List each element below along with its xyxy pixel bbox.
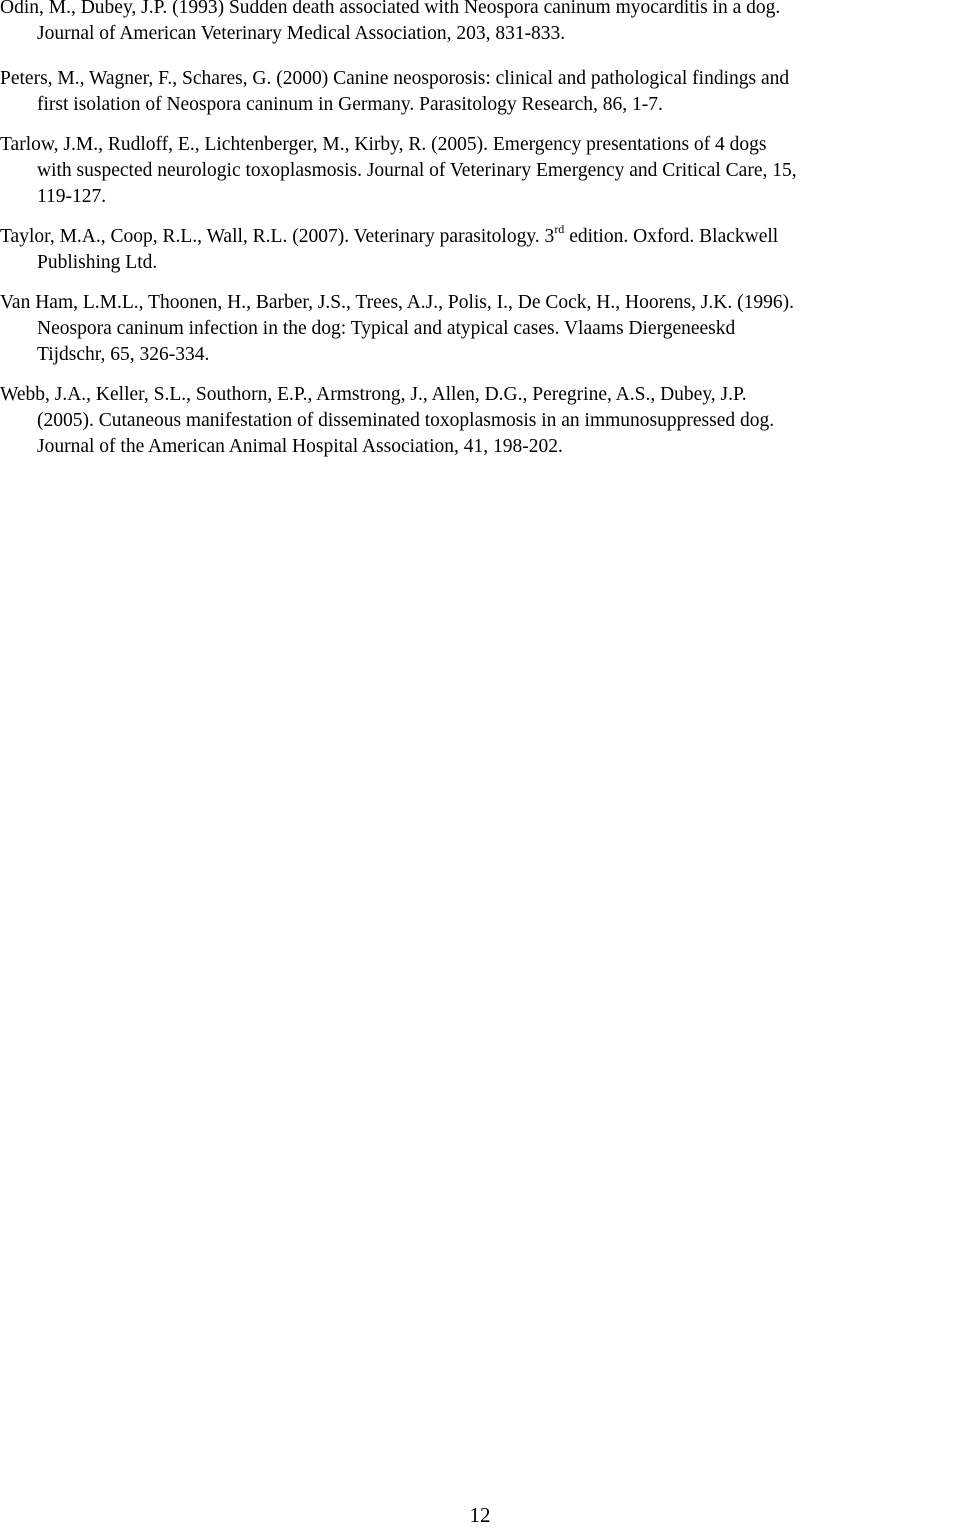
reference-line <box>0 224 955 250</box>
reference-text: Taylor, M.A., Coop, R.L., Wall, R.L. (2007). Veterinary parasitology. 3 <box>0 226 555 247</box>
ordinal-superscript: rd <box>554 222 565 236</box>
reference-line: Tarlow, J.M., Rudloff, E., Lichtenberger, M., Kirby, R. (2005). Emergency presentations of 4 dogs <box>0 134 767 155</box>
page-number: 12 <box>469 1503 491 1527</box>
reference-line: Publishing Ltd. <box>37 252 158 273</box>
reference-webb-2005 <box>0 382 955 460</box>
reference-line: first isolation of Neospora caninum in Germany. Parasitology Research, 86, 1-7. <box>37 94 663 115</box>
reference-line: 119-127. <box>37 186 107 207</box>
reference-line: with suspected neurologic toxoplasmosis. Journal of Veterinary Emergency and Critical Care, 15, <box>37 160 797 181</box>
reference-line: Van Ham, L.M.L., Thoonen, H., Barber, J.S., Trees, A.J., Polis, I., De Cock, H., Hoorens, J.K. (1996). <box>0 292 794 313</box>
reference-taylor-2007 <box>0 224 955 276</box>
reference-list <box>0 0 955 460</box>
reference-odin-1993 <box>0 0 955 47</box>
reference-line: Odin, M., Dubey, J.P. (1993) Sudden death associated with Neospora caninum myocarditis in a dog. <box>0 0 781 18</box>
reference-line: Journal of the American Animal Hospital Association, 41, 198-202. <box>37 436 563 457</box>
reference-line: Tijdschr, 65, 326-334. <box>37 344 210 365</box>
reference-vanham-1996 <box>0 290 955 368</box>
reference-line: Neospora caninum infection in the dog: Typical and atypical cases. Vlaams Diergeneeskd <box>37 318 736 339</box>
reference-line: Peters, M., Wagner, F., Schares, G. (2000) Canine neosporosis: clinical and pathological findings and <box>0 68 790 89</box>
reference-text: edition. Oxford. Blackwell <box>564 226 779 247</box>
reference-line: (2005). Cutaneous manifestation of disseminated toxoplasmosis in an immunosuppressed dog. <box>37 410 775 431</box>
reference-tarlow-2005 <box>0 132 955 210</box>
reference-line: Journal of American Veterinary Medical Association, 203, 831-833. <box>37 23 566 44</box>
reference-peters-2000 <box>0 66 955 118</box>
reference-line: Webb, J.A., Keller, S.L., Southorn, E.P., Armstrong, J., Allen, D.G., Peregrine, A.S., Dubey, J.P. <box>0 384 747 405</box>
